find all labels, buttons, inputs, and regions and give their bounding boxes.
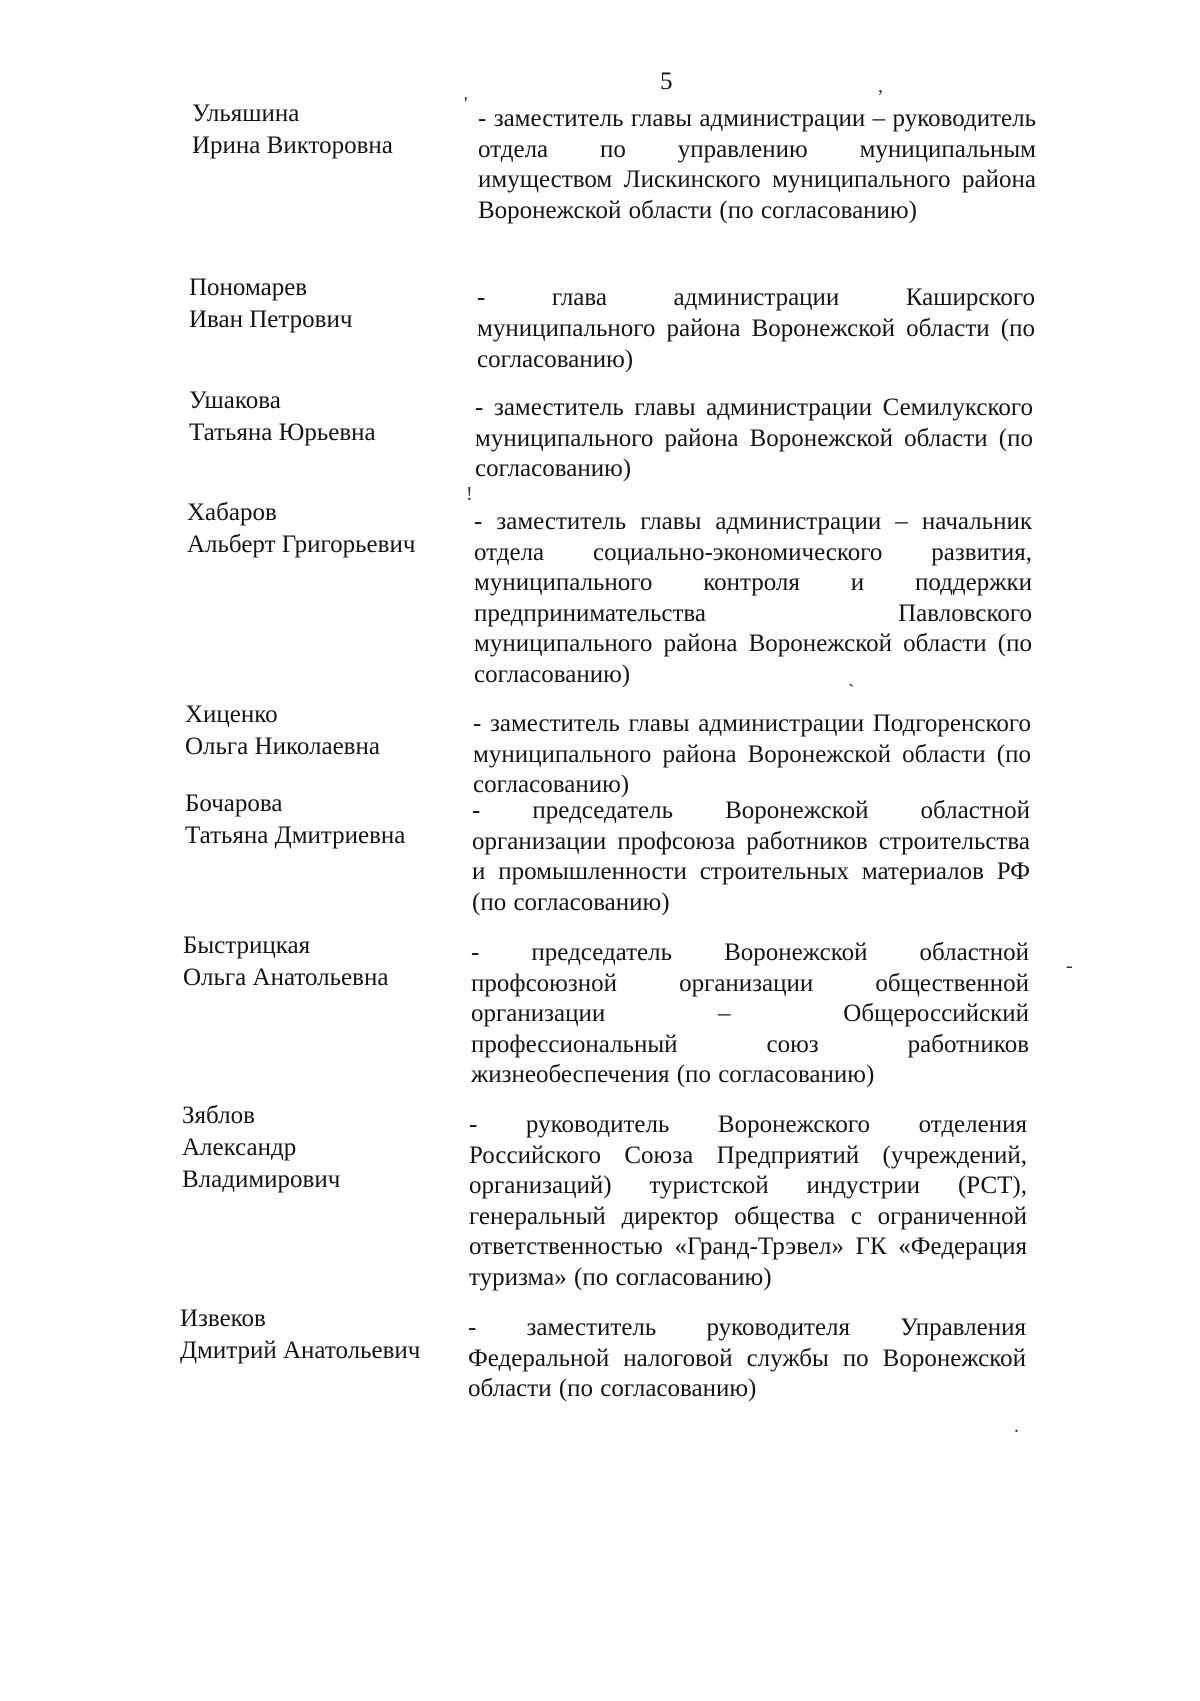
scan-mark: ` bbox=[848, 681, 855, 703]
member-name bbox=[189, 272, 479, 336]
member-surname: Бочарова bbox=[185, 790, 283, 817]
member-surname: Быстрицкая bbox=[183, 932, 311, 959]
member-surname: Ульяшина bbox=[192, 100, 300, 127]
member-given-names: Иван Петрович bbox=[189, 306, 353, 333]
member-name bbox=[187, 497, 477, 561]
scan-mark: . bbox=[1014, 1415, 1019, 1437]
member-surname: Хабаров bbox=[187, 499, 277, 526]
member-position: - заместитель главы администрации – начальник отдела социально-экономического развития, муниципального контроля и поддержки предпринимательства Павловского муниципального района Воронежской области (по согласованию) bbox=[474, 508, 1032, 688]
member-given-names: Александр Владимирович bbox=[182, 1134, 341, 1193]
page-number: 5 bbox=[660, 68, 673, 95]
member-name bbox=[185, 788, 475, 852]
member-position: - председатель Воронежской областной профсоюзной организации общественной организации – Общероссийский профессиональный союз работников жизнеобеспечения (по согласованию) bbox=[471, 939, 1029, 1088]
scan-mark: ! bbox=[466, 483, 473, 505]
member-given-names: Ольга Анатольевна bbox=[183, 964, 389, 991]
member-name bbox=[182, 1100, 342, 1196]
member-position: - заместитель главы администрации – руководитель отдела по управлению муниципальным имуществом Лискинского муниципального района Воронежской области (по согласованию) bbox=[478, 105, 1036, 224]
member-surname: Ушакова bbox=[189, 387, 281, 414]
member-name bbox=[192, 98, 482, 162]
member-name bbox=[189, 385, 479, 449]
member-surname: Извеков bbox=[180, 1305, 266, 1332]
member-name bbox=[185, 699, 475, 763]
scan-mark: , bbox=[878, 75, 883, 97]
scan-mark: ' bbox=[464, 93, 468, 115]
member-surname: Пономарев bbox=[189, 274, 308, 301]
member-position: - заместитель главы администрации Семилукского муниципального района Воронежской области (по согласованию) bbox=[475, 394, 1033, 482]
member-given-names: Татьяна Юрьевна bbox=[189, 419, 376, 446]
member-given-names: Альберт Григорьевич bbox=[187, 531, 416, 558]
member-name bbox=[183, 930, 473, 994]
member-position: - заместитель руководителя Управления Федеральной налоговой службы по Воронежской области (по согласованию) bbox=[468, 1314, 1026, 1402]
member-surname: Зяблов bbox=[182, 1102, 255, 1129]
member-name bbox=[180, 1303, 470, 1367]
member-position: - председатель Воронежской областной организации профсоюза работников строительства и промышленности строительных материалов РФ (по согласованию) bbox=[472, 797, 1030, 916]
member-position: - глава администрации Каширского муниципального района Воронежской области (по согласованию) bbox=[477, 284, 1035, 373]
member-given-names: Татьяна Дмитриевна bbox=[185, 822, 406, 849]
member-given-names: Дмитрий Анатольевич bbox=[180, 1337, 421, 1364]
member-given-names: Ольга Николаевна bbox=[185, 733, 380, 760]
member-surname: Хиценко bbox=[185, 701, 278, 728]
member-position: - заместитель главы администрации Подгоренского муниципального района Воронежской области (по согласованию) bbox=[473, 710, 1031, 798]
scan-mark: - bbox=[1066, 955, 1073, 977]
member-position: - руководитель Воронежского отделения Российского Союза Предприятий (учреждений, организаций) туристской индустрии (РСТ), генеральный директор общества с ограниченной ответственностью «Гранд-Трэвел» ГК «Федерация туризма» (по согласованию) bbox=[469, 1111, 1027, 1291]
member-given-names: Ирина Викторовна bbox=[192, 132, 393, 159]
